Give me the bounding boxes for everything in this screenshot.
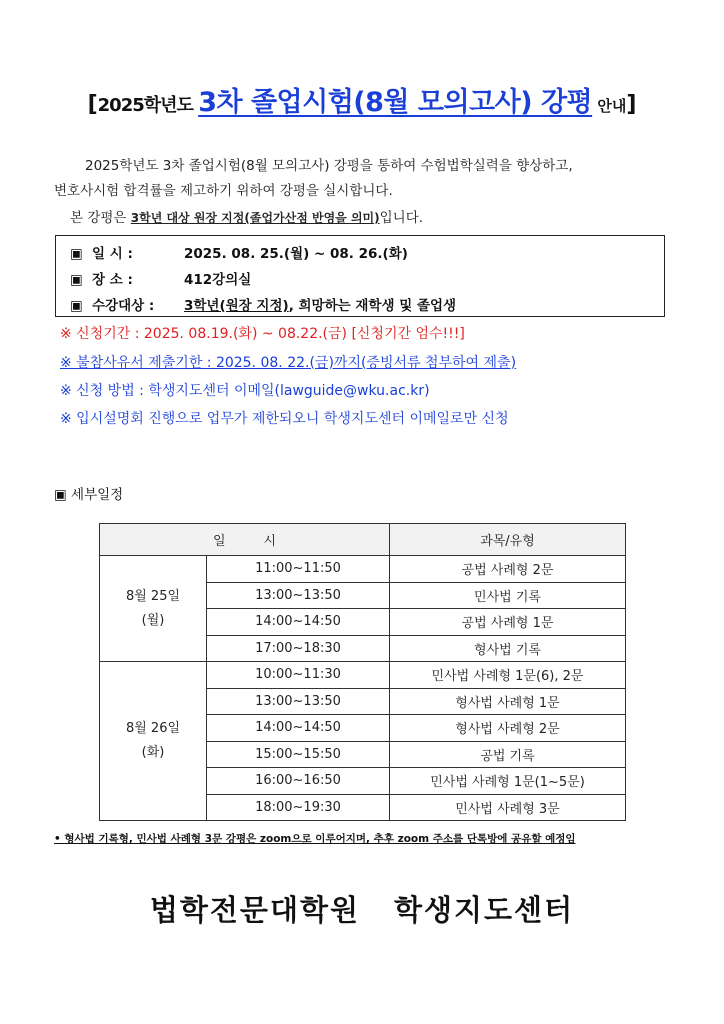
title-close-bracket: ] [626, 92, 637, 117]
org-part-1: 법학전문대학원 [149, 893, 360, 927]
time-cell: 14:00~14:50 [207, 609, 390, 636]
subject-cell: 공법 사례형 2문 [390, 556, 626, 583]
target-value-rest: , 희망하는 재학생 및 졸업생 [288, 298, 457, 314]
place-label: 장 소 : [92, 272, 133, 288]
time-cell: 14:00~14:50 [207, 715, 390, 742]
title-prefix: 2025학년도 [97, 95, 199, 116]
title-suffix: 안내 [592, 97, 627, 115]
day-weekday: (화) [141, 745, 165, 760]
intro-highlight: 3학년 대상 원장 지정(졸업가산점 반영을 의미) [130, 211, 380, 225]
intro-line-3 [70, 206, 423, 226]
note-email-only: ※ 입시설명회 진행으로 업무가 제한되오니 학생지도센터 이메일로만 신청 [60, 411, 509, 427]
square-bullet-icon: ▣ [70, 272, 83, 288]
day-date: 8월 26일 [125, 721, 181, 736]
table-row [100, 556, 626, 583]
note-application-method: ※ 신청 방법 : 학생지도센터 이메일(lawguide@wku.ac.kr) [60, 383, 430, 399]
time-cell: 13:00~13:50 [207, 688, 390, 715]
day-weekday: (월) [141, 612, 165, 628]
subject-cell: 민사법 기록 [390, 582, 626, 609]
target-value-underlined: 3학년(원장 지정) [184, 298, 289, 314]
col-header-subject: 과목/유형 [390, 524, 626, 556]
schedule-heading: ▣ 세부일정 [54, 487, 124, 503]
square-bullet-icon: ▣ [70, 298, 83, 314]
info-row-date [70, 242, 408, 262]
time-cell: 16:00~16:50 [207, 768, 390, 795]
subject-cell: 형사법 사례형 1문 [390, 688, 626, 715]
target-label: 수강대상 : [92, 298, 155, 314]
subject-cell: 민사법 사례형 1문(6), 2문 [390, 662, 626, 689]
intro-line-1: 2025학년도 3차 졸업시험(8월 모의고사) 강평을 통하여 수험법학실력을 향상하고, [85, 158, 573, 174]
document-title [0, 80, 724, 119]
info-row-place [70, 268, 251, 288]
intro-line-3-post: 입니다. [379, 210, 424, 226]
day-date: 8월 25일 [125, 588, 181, 604]
day-cell [100, 662, 207, 821]
info-box [55, 235, 665, 317]
time-cell: 10:00~11:30 [207, 662, 390, 689]
footnote-text: • 형사법 기록형, 민사법 사례형 3문 강평은 zoom으로 이루어지며, 추후 zoom 주소를 단톡방에 공유할 예정임 [54, 833, 576, 845]
date-label: 일 시 : [92, 246, 133, 262]
note-application-period: ※ 신청기간 : 2025. 08.19.(화) ~ 08.22.(금) [신청기간 엄수!!!] [60, 326, 465, 342]
subject-cell: 민사법 사례형 3문 [390, 794, 626, 821]
square-bullet-icon: ▣ [70, 246, 83, 262]
time-cell: 11:00~11:50 [207, 556, 390, 583]
schedule-table [99, 523, 626, 821]
org-part-2: 학생지도센터 [394, 893, 575, 927]
subject-cell: 민사법 사례형 1문(1~5문) [390, 768, 626, 795]
organization-name [0, 888, 724, 929]
time-cell: 15:00~15:50 [207, 741, 390, 768]
time-cell: 13:00~13:50 [207, 582, 390, 609]
time-cell: 17:00~18:30 [207, 635, 390, 662]
title-open-bracket: [ [87, 92, 98, 117]
title-main: 3차 졸업시험(8월 모의고사) 강평 [198, 87, 593, 118]
subject-cell: 공법 기록 [390, 741, 626, 768]
time-cell: 18:00~19:30 [207, 794, 390, 821]
subject-cell: 형사법 기록 [390, 635, 626, 662]
subject-cell: 형사법 사례형 2문 [390, 715, 626, 742]
day-cell [100, 556, 207, 662]
col-header-datetime: 일시 [100, 524, 390, 556]
footnote [54, 829, 674, 850]
table-header-row [100, 524, 626, 556]
subject-cell: 공법 사례형 1문 [390, 609, 626, 636]
date-value: 2025. 08. 25.(월) ~ 08. 26.(화) [184, 246, 408, 262]
intro-line-2: 변호사시험 합격률을 제고하기 위하여 강평을 실시합니다. [54, 183, 393, 199]
intro-line-3-pre: 본 강평은 [70, 210, 131, 226]
info-row-target [70, 294, 456, 314]
table-row [100, 662, 626, 689]
place-value: 412강의실 [184, 272, 252, 288]
note-absence-deadline: ※ 불참사유서 제출기한 : 2025. 08. 22.(금)까지(증빙서류 첨부하여 제출) [60, 355, 517, 371]
